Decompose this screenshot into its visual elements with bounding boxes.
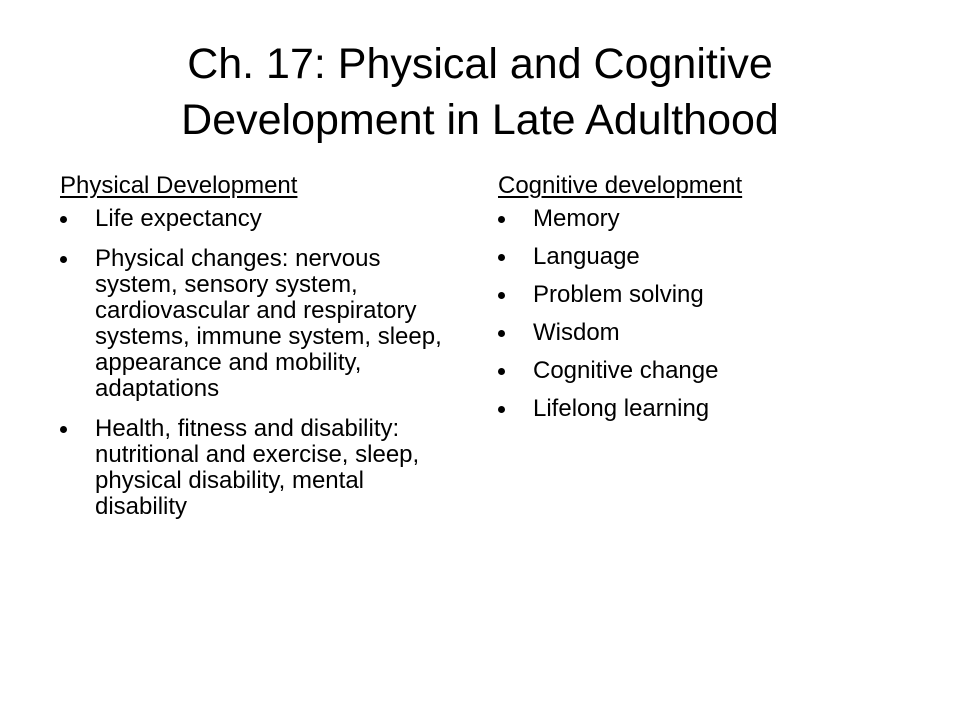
- list-item-text: Problem solving: [533, 281, 704, 308]
- list-item-text: Lifelong learning: [533, 395, 710, 422]
- cognitive-development-list: [498, 206, 898, 422]
- cognitive-development-heading: Cognitive development: [498, 172, 743, 199]
- bullet-icon: [498, 330, 505, 337]
- list-item-text: Memory: [533, 205, 620, 232]
- bullet-icon: [498, 406, 505, 413]
- list-item: [498, 320, 898, 346]
- list-item: [498, 358, 898, 384]
- list-item-text: Language: [533, 243, 640, 270]
- slide-title: [60, 36, 900, 148]
- list-item-text: Health, fitness and disability: nutritional and exercise, sleep, physical disability, mental disability: [95, 415, 420, 520]
- title-line-2: Development in Late Adulthood: [181, 96, 779, 144]
- list-item-text: Life expectancy: [95, 205, 262, 232]
- list-item-text: Cognitive change: [533, 357, 719, 384]
- physical-development-list: [60, 206, 460, 520]
- title-line-1: Ch. 17: Physical and Cognitive: [187, 40, 773, 88]
- bullet-icon: [498, 368, 505, 375]
- list-item-text: Wisdom: [533, 319, 620, 346]
- bullet-icon: [498, 292, 505, 299]
- list-item: [60, 416, 460, 520]
- list-item: [498, 206, 898, 232]
- bullet-icon: [498, 254, 505, 261]
- bullet-icon: [60, 426, 67, 433]
- list-item: [60, 206, 460, 232]
- physical-development-heading: Physical Development: [60, 172, 298, 199]
- cognitive-development-column: [498, 170, 898, 434]
- list-item-text: Physical changes: nervous system, sensory system, cardiovascular and respiratory systems, immune system, sleep, appearance and mobility, adaptations: [95, 245, 442, 402]
- list-item: [498, 396, 898, 422]
- bullet-icon: [60, 256, 67, 263]
- list-item: [60, 246, 460, 402]
- bullet-icon: [498, 216, 505, 223]
- physical-development-column: [60, 170, 460, 532]
- list-item: [498, 244, 898, 270]
- list-item: [498, 282, 898, 308]
- bullet-icon: [60, 216, 67, 223]
